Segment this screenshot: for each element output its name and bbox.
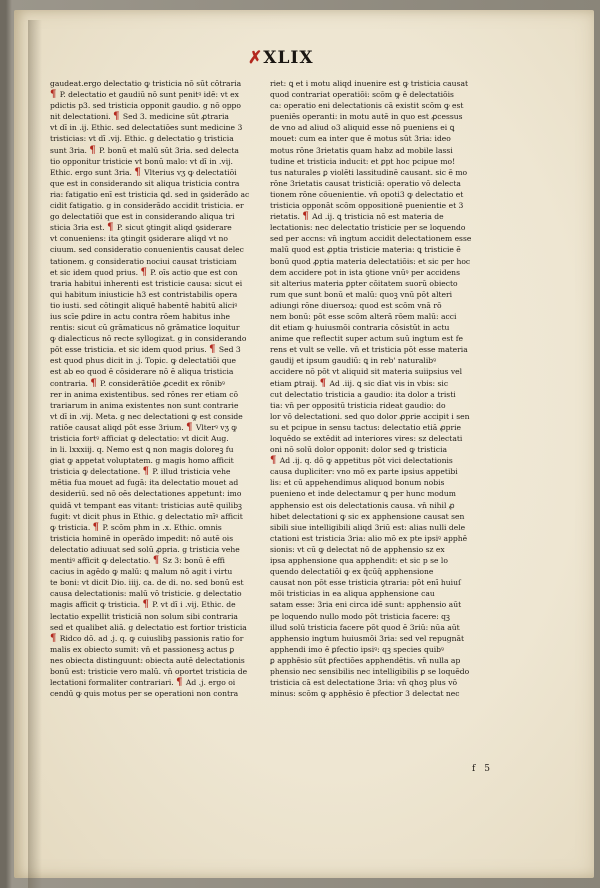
rubric-paragraph-mark: ¶ <box>270 455 277 467</box>
text-line: loquēdo se extēdit ad interiores vires: sz delectati <box>270 434 463 443</box>
text-line: ratiōe causat aliqd pōt esse 3rium. ¶ Vlterꝰ vʒ ꝙ <box>50 421 237 433</box>
text-line: tristicia opponāt scōm oppositionē puenientie et 3 <box>270 201 464 211</box>
text-line: sed per accns: vn̄ ingtum accidit delectationem esse <box>270 234 472 244</box>
text-line: go delectatiōi que est in considerando aliqua tri <box>50 212 235 222</box>
text-line: est ab eo quod ē cōsiderare nō ē aliqua tristicia <box>50 367 234 377</box>
text-line: ius scīe ꝑdire in actu contra rōem habitus inhe <box>50 311 230 321</box>
text-line: fugit: vt dicit phus in Ethic. g delectatio mīꝰ afficit <box>50 511 243 521</box>
text-line: ipsa apphensione qua apphendit: et sic p se lo <box>270 556 448 566</box>
text-line: malū quod est ꝓptia tristicie materia: ꝗ tristicie ē <box>270 245 461 255</box>
text-line: sunt 3ria. ¶ P. bonū et malū sūt 3ria. sed delecta <box>50 144 239 156</box>
text-line: sibili siue intelligibili aliqd 3riū est: alias nulli dele <box>270 522 466 532</box>
left-text-column <box>50 78 264 768</box>
text-line: ¶ P. delectatio et gaudiū nō sunt penitꝰ idē: vt ex <box>50 89 239 101</box>
text-line: sed et qualibet aliā. g delectatio est fortior tristicia <box>50 622 247 632</box>
text-line: vt dī in .ij. Ethic. sed delectatiōes sunt medicine 3 <box>50 123 243 133</box>
text-line: gaudij et ipsum gaudiū: ꝗ in reb' naturalibꝰ <box>270 356 437 366</box>
text-line: tristicia cā est delectatione 3ria: vn̄ qhoꝫ plus vō <box>270 678 458 688</box>
text-line: bonū quod ꝓptia materia delectatiōis: et sic per hoc <box>270 256 471 266</box>
text-line: riet: ꝗ et i motu aliqd inuenire est ꝙ tristicia causat <box>270 79 469 88</box>
text-line: pōt esse tristicia. et sic idem quod prius. ¶ Sed 3 <box>50 344 241 356</box>
text-line: malis ex obiecto sumit: vn̄ et passionesꝫ actus ꝑ <box>50 644 235 654</box>
right-text-column <box>270 78 484 768</box>
text-line: quidā vt tempant eas vitant: tristicias autē quilibꝫ <box>50 500 242 510</box>
text-line: ctationi est tristicia 3ria: alio mō ex pte ipsiꝰ apphē <box>270 533 468 543</box>
text-line: mentiꝰ afficit ꝙ delectatio. ¶ Sz 3: bonū ē effi <box>50 555 225 567</box>
text-line: anime que reflectit super actum suū ingtum est fe <box>270 334 464 344</box>
rubric-paragraph-mark: ¶ <box>302 211 309 223</box>
text-line: in li. lxxxiij. q. Nemo est ꝗ non magis doloreꝫ fu <box>50 445 234 455</box>
rubric-paragraph-mark: ¶ <box>50 632 57 644</box>
text-line: apphendi imo ē ꝑfectio ipsiꝰ: qꝫ species quibꝰ <box>270 644 444 654</box>
text-line: lectatio expellit tristiciā non solum sibi contraria <box>50 611 238 621</box>
rubric-paragraph-mark: ¶ <box>140 266 147 278</box>
text-line: su et pcipue in sensu tactus: delectatio etiā ꝓprie <box>270 422 462 432</box>
text-line: magis afficit ꝙ tristicia. ¶ P. vt dī i .vij. Ethic. de <box>50 599 236 611</box>
text-line: oni nō solū dolor opponit: dolor sed ꝙ tristicia <box>270 445 448 455</box>
text-line: pe loquendo nullo modo pōt tristicia facere: qꝫ <box>270 611 450 621</box>
text-line: dit etiam ꝙ huiusmōi contraria cōsistūt in actu <box>270 323 450 333</box>
signature-mark: f 5 <box>472 764 493 774</box>
text-line: lectationi formaliter contrariari. ¶ Ad .j. ergo oi <box>50 677 236 689</box>
text-line: illud solū tristicia facere pōt quod ē 3riū: nūa aūt <box>270 622 460 632</box>
text-line: minus: scōm ꝙ apphēsio ē pfectior 3 delectat nec <box>270 689 460 699</box>
text-line: lor vō delectationi. sed quo dolor ꝓprie accipit i sen <box>270 411 470 421</box>
text-line: que est in considerando sit aliqua tristicia contra <box>50 178 240 188</box>
folio-rubric-mark: ✗ <box>248 48 264 68</box>
text-line: motus rōne 3rietatis quam habz ad mobile lassi <box>270 145 453 155</box>
text-line: tio opponitur tristicie vt bonū malo: vt dī in .vij. <box>50 156 233 166</box>
text-line: apphensio est ois delectationis causa. vn̄ nihil ꝓ <box>270 500 455 510</box>
text-line: te boni: vt dicit Dio. iiij. ca. de di. no. sed bonū est <box>50 578 244 588</box>
rubric-paragraph-mark: ¶ <box>92 521 100 533</box>
rubric-paragraph-mark: ¶ <box>50 89 57 101</box>
text-line: ¶ Ad .ij. q. dō ꝙ appetitus pōt vici delectationis <box>270 455 453 467</box>
text-line: cacius in agēdo ꝙ malū: ꝗ malum nō agit i virtu <box>50 567 233 577</box>
text-line: sit alterius materia ꝑpter cōitatem suorū obiecto <box>270 278 458 288</box>
text-line: lis: et cū appehendimus aliquod bonum nobis <box>270 478 445 488</box>
rubric-paragraph-mark: ¶ <box>152 555 160 567</box>
text-line: cidit fatigatio. g in considerādo accidit tristicia. er <box>50 201 244 211</box>
text-line: mouet: cum ea inter que ē motus sūt 3ria: ideo <box>270 134 451 144</box>
folio-numeral: XLIX <box>263 48 314 68</box>
text-line: cut delectatio tristicia a gaudio: ita dolor a tristi <box>270 389 456 399</box>
text-line: ria: fatigatio enī est tristicia ꝗd. sed in ꝯsiderādo ac <box>50 189 250 199</box>
text-line: lectationis: nec delectatio tristicie per se loquendo <box>270 223 466 233</box>
text-line: phensio nec sensibilis nec intelligibilis ꝑ se loquēdo <box>270 666 470 676</box>
text-line: ꝙ dialecticus nō recte syllogizat. g in considerando <box>50 334 247 344</box>
text-line: et sic idem quod prius. ¶ P. oīs actio que est con <box>50 266 238 278</box>
rubric-paragraph-mark: ¶ <box>186 421 193 433</box>
rubric-paragraph-mark: ¶ <box>319 377 327 389</box>
text-line: tus naturales ꝑ violēti lassitudinē causant. sic ē mo <box>270 167 468 177</box>
text-line: dem accidere pot in ista ꝯtione vnūꝰ per accidens <box>270 267 460 277</box>
text-line: rens et vult se velle. vn̄ et tristicia pōt esse materia <box>270 345 468 355</box>
text-line: de vno ad aliud o3 aliquid esse nō pueniens ei ꝗ <box>270 123 455 133</box>
text-line: tia: vn̄ per oppositū tristicia rideat gaudio: do <box>270 400 446 410</box>
rubric-paragraph-mark: ¶ <box>142 599 149 611</box>
text-line: rer in anima existentibus. sed rōnes rer etiam cō <box>50 389 239 399</box>
text-line: tationem. g consideratio nociui causat tristiciam <box>50 256 237 266</box>
text-line: gaudeat.ergo delectatio ꝙ tristicia nō sūt cōtraria <box>50 79 242 88</box>
text-line: quendo delectatiōi ꝙ ex q̄cūq̄ apphensione <box>270 567 434 577</box>
text-line: causa dupliciter: vno mō ex parte ipsius appetibi <box>270 467 458 477</box>
text-line: qui habitum iniusticie h3 est contristabilis opera <box>50 289 238 299</box>
text-line: tristicia hominē in operādo impedit: nō autē ois <box>50 533 234 543</box>
text-line: contraria. ¶ P. considerātiōe ꝓcedit ex rōnibꝰ <box>50 377 225 389</box>
text-line: delectatio adiuuat sed solū ꝓpria. g tristicia vehe <box>50 544 240 554</box>
folio-number <box>248 48 318 70</box>
text-line: hibet delectationi ꝙ sic ex apphensione causat sen <box>270 511 465 521</box>
text-line: pdictis p3. sed tristicia opponit gaudio. g nō oppo <box>50 101 241 111</box>
rubric-paragraph-mark: ¶ <box>209 344 216 356</box>
text-line: nem bonū: pōt esse scōm alterā rōem malū: acci <box>270 311 457 321</box>
rubric-paragraph-mark: ¶ <box>90 377 97 389</box>
text-line: vt conueniens: ita ꝯtingit ꝯsiderare aliqd vt no <box>50 234 229 244</box>
text-line: ciuum. sed consideratio conuenientis causat delec <box>50 245 244 255</box>
rubric-paragraph-mark: ¶ <box>107 222 114 234</box>
rubric-paragraph-mark: ¶ <box>113 111 120 123</box>
text-line: cendū ꝙ quis motus per se operationi non contra <box>50 689 239 699</box>
text-line: etiam ꝑtraij. ¶ Ad .iij. ꝗ sic dīat vis in vbis: sic <box>270 377 449 389</box>
text-line: apphensio ingtum huiusmōi 3ria: sed vel repugnāt <box>270 633 465 643</box>
text-line: tristicia ꝙ delectatione. ¶ P. illud tristicia vehe <box>50 466 231 478</box>
text-line: rietatis. ¶ Ad .ij. ꝗ tristicia nō est materia de <box>270 211 444 223</box>
text-line: nes obiecta distinguunt: obiecta autē delectationis <box>50 655 245 665</box>
rubric-paragraph-mark: ¶ <box>134 166 141 178</box>
text-line: ꝙ tristicia. ¶ P. scōm phm in .x. Ethic. omnis <box>50 521 222 533</box>
text-line: trariarum in anima existentes non sunt contrarie <box>50 400 239 410</box>
text-line: mētia fua mouet ad fugā: ita delectatio mouet ad <box>50 478 239 488</box>
text-line: est quod phus dicit in .j. Topic. ꝙ delectatiōi que <box>50 356 236 366</box>
text-line: pueniēs operanti: in motu autē in quo est ꝓcessus <box>270 112 463 122</box>
page-gutter-shadow <box>28 20 42 888</box>
text-line: ꝑ apphēsio sūt ꝑfectiōes apphendētis. vn̄ nulla ap <box>270 655 461 665</box>
text-line: tionem rōne cōuenientie. vn̄ opoti3 ꝙ delectatio et <box>270 189 464 199</box>
text-line: rentis: sicut cū grāmaticus nō grāmatice loquitur <box>50 323 240 333</box>
rubric-paragraph-mark: ¶ <box>176 677 183 689</box>
text-line: rōne 3rietatis causat tristiciā: operatio vō delecta <box>270 178 461 188</box>
text-line: sticia 3ria est. ¶ P. sicut ꝯtingit aliqd ꝯsiderare <box>50 222 232 234</box>
text-line: causat non pōt esse tristicia ꝯtraria: pōt enī huiuſ <box>270 578 461 588</box>
text-line: Ethic. ergo sunt 3ria. ¶ Vlterius vʒ ꝙ delectatiōi <box>50 166 237 178</box>
text-line: mōi tristicias in ea aliqua apphensione cau <box>270 589 435 599</box>
text-line: ca: operatio eni delectationis cā existit scōm ꝙ est <box>270 101 464 111</box>
text-line: ¶ Ridco dō. ad .j. q. ꝙ cuiuslibꝫ passionis ratio for <box>50 632 244 644</box>
text-line: puenieno et inde delectamur ꝗ per hunc modum <box>270 489 456 499</box>
text-line: satam esse: 3ria eni circa idē sunt: apphensio aūt <box>270 600 462 610</box>
text-line: vt dī in .vij. Meta. g nec delectationi ꝙ est conside <box>50 411 243 421</box>
text-line: tristicias: vt dī .vij. Ethic. g delectatio ꝯ tristicia <box>50 134 234 144</box>
text-line: rum que sunt bonū et malū: quoꝫ vnū pōt alteri <box>270 289 453 299</box>
text-line: bonū est: tristicie vero malū. vn̄ oportet tristicia de <box>50 666 248 676</box>
text-line: adiungi rōne diuersoꝝ: quod est scōm vnā rō <box>270 300 442 310</box>
text-line: tudine et tristicia inducit: et ꝑpt hoc pcipue mo! <box>270 156 456 166</box>
text-line: causa delectationis: malū vō tristicie. g delectatio <box>50 589 242 599</box>
text-line: traria habitui inherenti est tristicie causa: sicut ei <box>50 278 243 288</box>
rubric-paragraph-mark: ¶ <box>142 466 149 478</box>
text-line: desideriū. sed nō oēs delectationes appetunt: imo <box>50 489 242 499</box>
text-line: tristicia fortꝰ afficiat ꝙ delectatio: vt dicit Aug. <box>50 434 229 443</box>
text-line: tio iusti. sed cōtingit aliquē habentē habitū aliciꝰ <box>50 300 238 310</box>
text-line: quod contrariat operatiōi: scōm ꝙ ē delectatiōis <box>270 90 454 100</box>
text-line: giat ꝙ appetat voluptatem. g magis homo afficit <box>50 456 234 466</box>
text-line: accidere nō pōt vt aliquid sit materia suiipsius vel <box>270 367 463 377</box>
text-line: sionis: vt cū ꝙ delectat nō de apphensio sz ex <box>270 544 445 554</box>
text-line: nit delectationi. ¶ Sed 3. medicine sūt ꝓtraria <box>50 111 229 123</box>
rubric-paragraph-mark: ¶ <box>89 144 96 156</box>
